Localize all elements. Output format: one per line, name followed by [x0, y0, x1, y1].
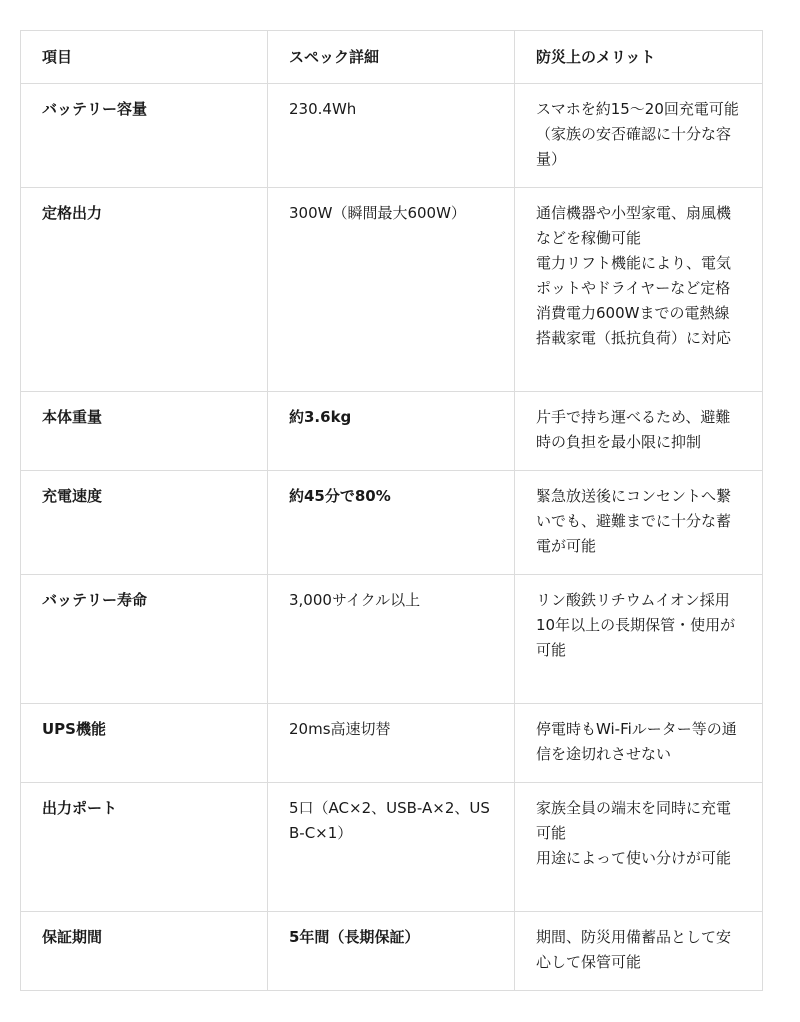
row-item-rated-output: 定格出力 — [21, 188, 268, 392]
row-item-ups: UPS機能 — [21, 704, 268, 783]
row-item-battery-capacity: バッテリー容量 — [21, 84, 268, 188]
table-row — [21, 471, 763, 575]
spec-table — [20, 30, 763, 991]
row-merit-battery-life: リン酸鉄リチウムイオン採用 10年以上の長期保管・使用が可能 — [515, 575, 763, 704]
row-merit-battery-capacity: スマホを約15〜20回充電可能（家族の安否確認に十分な容量） — [515, 84, 763, 188]
row-spec-charge-speed: 約45分で80% — [268, 471, 515, 575]
table-row — [21, 188, 763, 392]
row-item-weight: 本体重量 — [21, 392, 268, 471]
row-merit-output-ports: 家族全員の端末を同時に充電可能 用途によって使い分けが可能 — [515, 783, 763, 912]
table-row — [21, 392, 763, 471]
header-spec: スペック詳細 — [268, 31, 515, 84]
row-spec-battery-capacity: 230.4Wh — [268, 84, 515, 188]
table-row — [21, 783, 763, 912]
table-row — [21, 912, 763, 991]
row-item-charge-speed: 充電速度 — [21, 471, 268, 575]
row-merit-weight: 片手で持ち運べるため、避難時の負担を最小限に抑制 — [515, 392, 763, 471]
row-spec-rated-output: 300W（瞬間最大600W） — [268, 188, 515, 392]
row-merit-ups: 停電時もWi-Fiルーター等の通信を途切れさせない — [515, 704, 763, 783]
row-merit-charge-speed: 緊急放送後にコンセントへ繋いでも、避難までに十分な蓄電が可能 — [515, 471, 763, 575]
row-item-battery-life: バッテリー寿命 — [21, 575, 268, 704]
header-merit: 防災上のメリット — [515, 31, 763, 84]
row-spec-warranty: 5年間（長期保証） — [268, 912, 515, 991]
row-spec-ups: 20ms高速切替 — [268, 704, 515, 783]
row-spec-output-ports: 5口（AC×2、USB-A×2、USB-C×1） — [268, 783, 515, 912]
row-item-warranty: 保証期間 — [21, 912, 268, 991]
table-row — [21, 84, 763, 188]
table-row — [21, 704, 763, 783]
row-merit-rated-output: 通信機器や小型家電、扇風機などを稼働可能 電力リフト機能により、電気ポットやドライヤーなど定格消費電力600Wまでの電熱線搭載家電（抵抗負荷）に対応 — [515, 188, 763, 392]
row-spec-weight: 約3.6kg — [268, 392, 515, 471]
row-item-output-ports: 出力ポート — [21, 783, 268, 912]
table-header-row — [21, 31, 763, 84]
table-row — [21, 575, 763, 704]
row-spec-battery-life: 3,000サイクル以上 — [268, 575, 515, 704]
header-item: 項目 — [21, 31, 268, 84]
row-merit-warranty: 期間、防災用備蓄品として安心して保管可能 — [515, 912, 763, 991]
